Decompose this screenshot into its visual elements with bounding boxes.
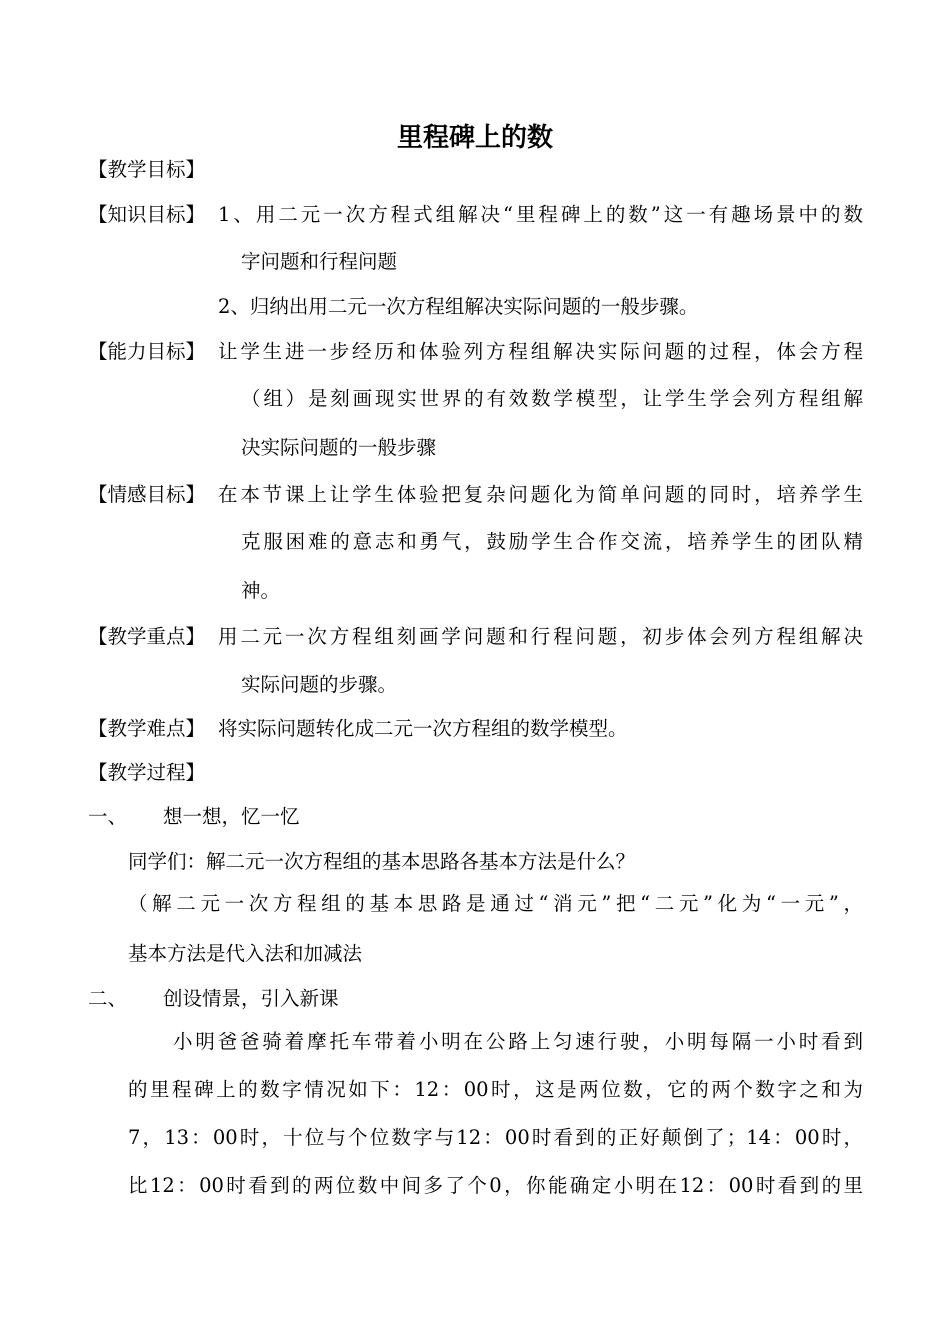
difficulty-label: 【教学难点】 (88, 717, 206, 740)
ability-goal-label: 【能力目标】 (88, 340, 206, 363)
teaching-process-heading: 【教学过程】 (88, 761, 206, 784)
section1-heading: 想一想，忆一忆 (163, 805, 300, 828)
section2-heading: 创设情景，引入新课 (163, 987, 339, 1010)
key-point-label: 【教学重点】 (88, 625, 206, 648)
knowledge-goal-item1-line2: 字问题和行程问题 (241, 250, 398, 273)
knowledge-goal-item2: 2、归纳出用二元一次方程组解决实际问题的一般步骤。 (218, 295, 699, 318)
section1-answer-line2: 基本方法是代入法和加减法 (128, 942, 363, 965)
section2-paragraph-line4: 比12：00时看到的两位数中间多了个0，你能确定小明在12：00时看到的里 (128, 1174, 863, 1197)
teaching-goals-heading: 【教学目标】 (88, 158, 206, 181)
emotion-goal-line2: 克服困难的意志和勇气，鼓励学生合作交流，培养学生的团队精 (241, 530, 863, 553)
section1-question: 同学们：解二元一次方程组的基本思路各基本方法是什么？ (128, 850, 636, 873)
section1-answer-line1: （解二元一次方程组的基本思路是通过“消元”把“二元”化为“一元”， (128, 892, 863, 915)
section2-paragraph-line3: 7，13：00时，十位与个位数字与12：00时看到的正好颠倒了；14：00时， (128, 1126, 863, 1149)
emotion-goal-label: 【情感目标】 (88, 483, 206, 506)
section2-paragraph-line2: 的里程碑上的数字情况如下：12：00时，这是两位数，它的两个数字之和为 (128, 1078, 863, 1101)
ability-goal-line3: 决实际问题的一般步骤 (241, 436, 437, 459)
difficulty-line1: 将实际问题转化成二元一次方程组的数学模型。 (218, 717, 628, 740)
knowledge-goal-item1-line1: 1、用二元一次方程式组解决“里程碑上的数”这一有趣场景中的数 (218, 203, 863, 226)
document-title: 里程碑上的数 (396, 123, 553, 153)
emotion-goal-line1: 在本节课上让学生体验把复杂问题化为简单问题的同时，培养学生 (218, 483, 863, 506)
section2-paragraph-line1: 小明爸爸骑着摩托车带着小明在公路上匀速行驶，小明每隔一小时看到 (173, 1030, 863, 1053)
emotion-goal-line3: 神。 (241, 579, 281, 602)
ability-goal-line2: （组）是刻画现实世界的有效数学模型，让学生学会列方程组解 (241, 387, 863, 410)
key-point-line2: 实际问题的步骤。 (241, 673, 398, 696)
knowledge-goal-label: 【知识目标】 (88, 203, 206, 226)
ability-goal-line1: 让学生进一步经历和体验列方程组解决实际问题的过程，体会方程 (218, 340, 863, 363)
section1-number: 一、 (88, 805, 128, 828)
section2-number: 二、 (88, 987, 128, 1010)
key-point-line1: 用二元一次方程组刻画学问题和行程问题，初步体会列方程组解决 (218, 625, 863, 648)
